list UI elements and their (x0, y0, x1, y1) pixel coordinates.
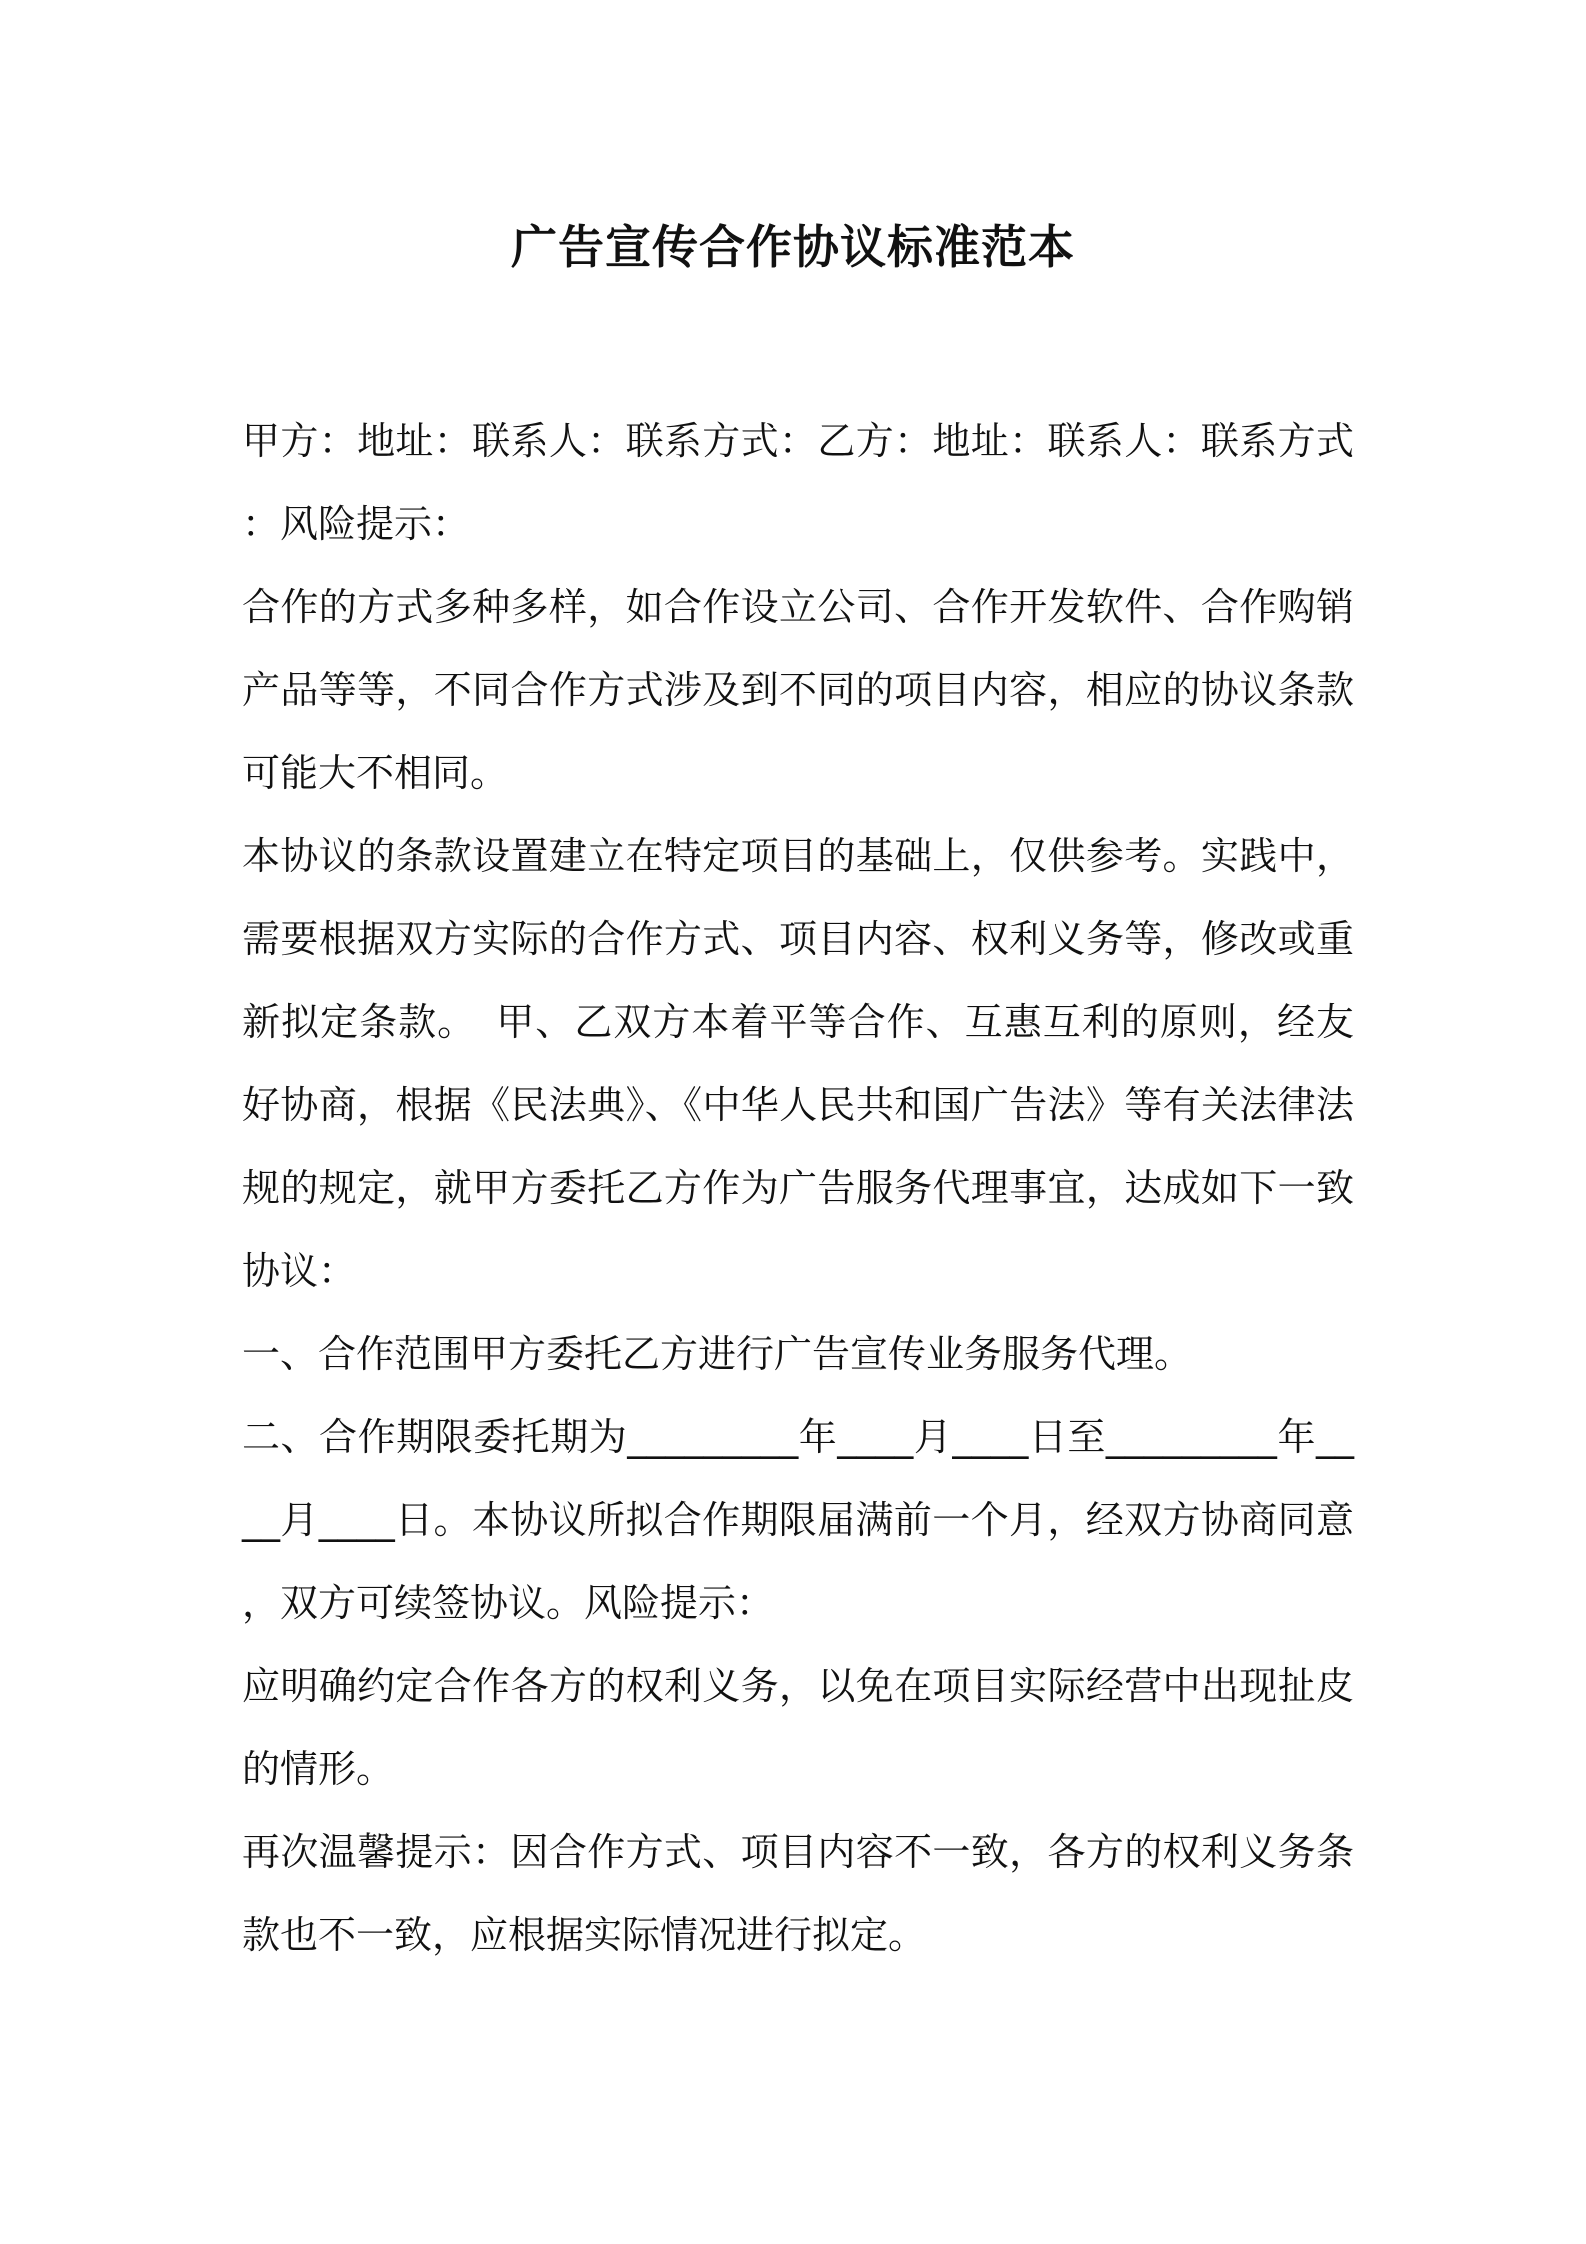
risk-note-paragraph: 合作的方式多种多样，如合作设立公司、合作开发软件、合作购销产品等等，不同合作方式涉及到不同的项目内容，相应的协议条款可能大不相同。 (242, 585, 1354, 795)
reminder-paragraph: 再次温馨提示：因合作方式、项目内容不一致，各方的权利义务条款也不一致，应根据实际情况进行拟定。 (242, 1830, 1354, 1957)
preamble-paragraph: 本协议的条款设置建立在特定项目的基础上，仅供参考。实践中，需要根据双方实际的合作方式、项目内容、权利义务等，修改或重新拟定条款。 甲、乙双方本着平等合作、互惠互利的原则，经友好协商，根据《民法典》、《中华人民共和国广告法》等有关法律法规的规定，就甲方委托乙方作为广告服务代理事宜，达成如下一致协议： (242, 834, 1354, 1293)
clause-term: 二、合作期限委托期为_________年____月____日至_________年____月____日。本协议所拟合作期限届满前一个月，经双方协商同意，双方可续签协议。风险提示： (242, 1415, 1354, 1625)
document-title: 广告宣传合作协议标准范本 (511, 220, 1075, 274)
parties-paragraph: 甲方：地址：联系人：联系方式：乙方：地址：联系人：联系方式：风险提示： (242, 419, 1354, 546)
clause-scope: 一、合作范围甲方委托乙方进行广告宣传业务服务代理。 (242, 1332, 1193, 1376)
document-body (242, 400, 1354, 1977)
risk-rights-paragraph: 应明确约定合作各方的权利义务，以免在项目实际经营中出现扯皮的情形。 (242, 1664, 1354, 1791)
